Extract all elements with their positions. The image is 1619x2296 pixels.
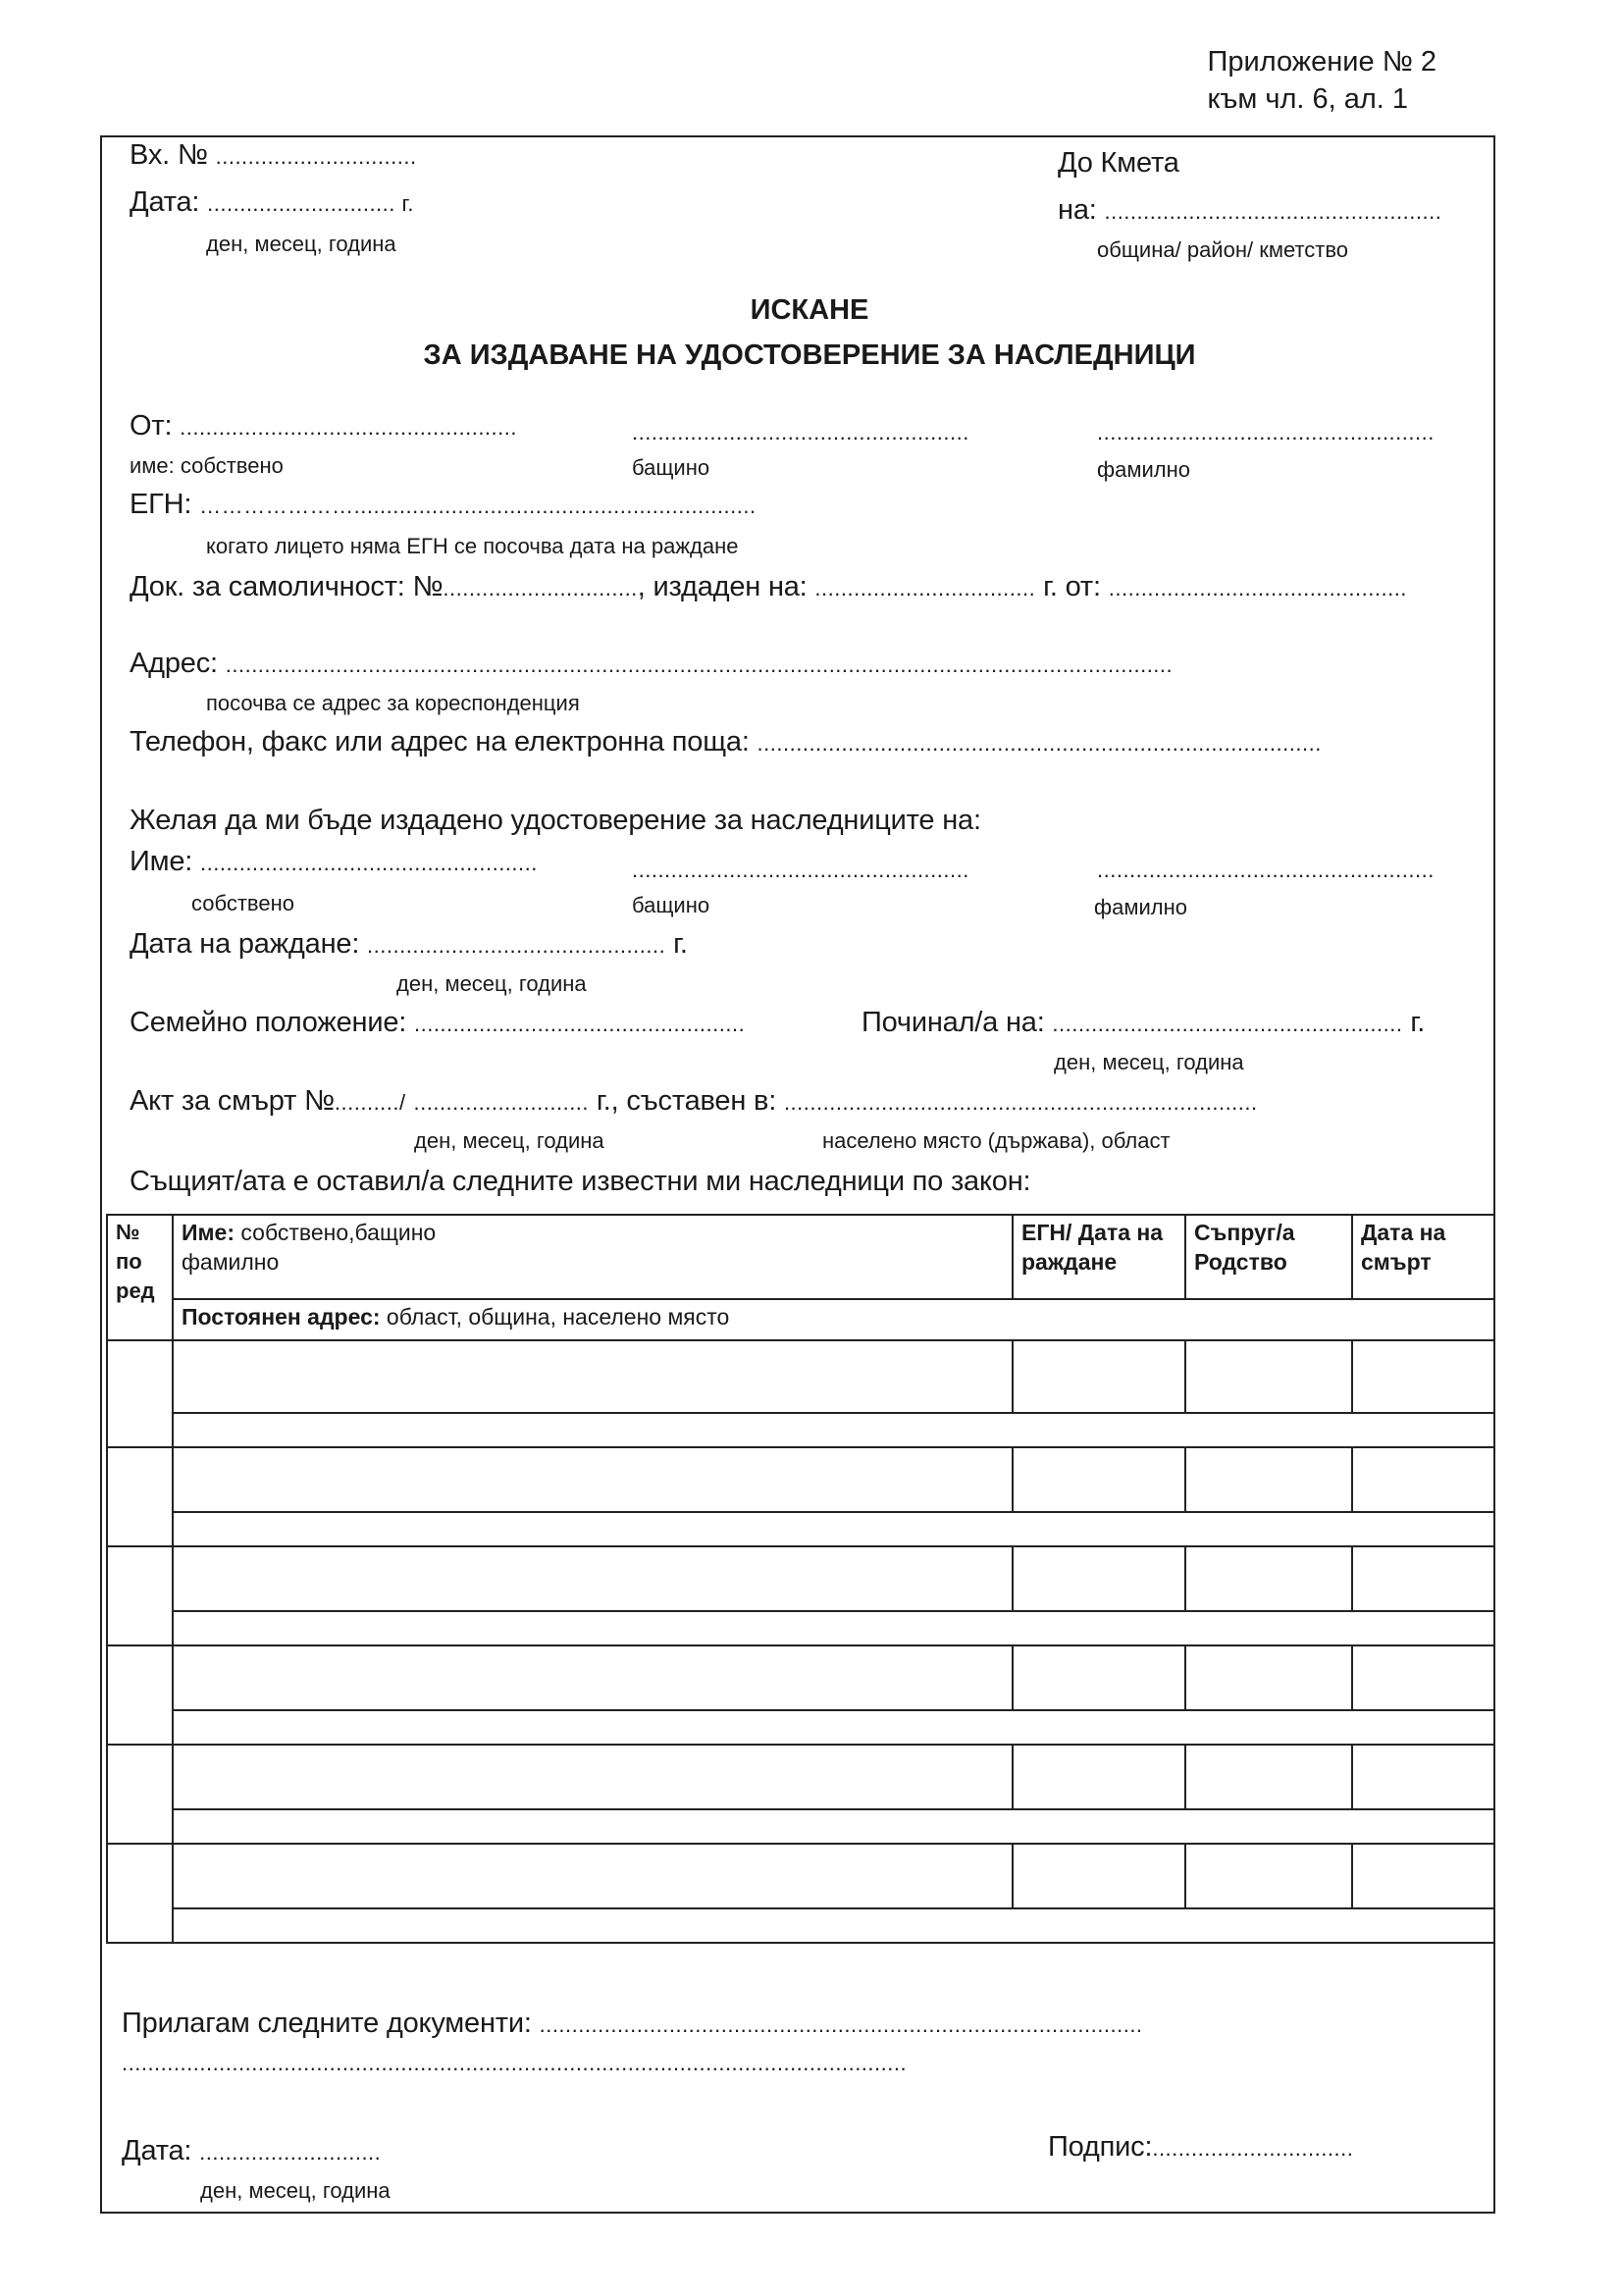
death-act-label: Акт за смърт № xyxy=(130,1085,335,1117)
address-cell[interactable] xyxy=(173,1809,1494,1844)
death-year-suffix: г. xyxy=(1410,1007,1426,1038)
spouse-cell[interactable] xyxy=(1185,1745,1352,1809)
row-number-cell[interactable] xyxy=(107,1745,173,1844)
address-cell[interactable] xyxy=(173,1908,1494,1943)
death-date-dots: ...................................................... xyxy=(1052,1012,1403,1036)
deceased-first-dots: .................................................... xyxy=(200,851,538,875)
egn-cell[interactable] xyxy=(1013,1546,1185,1611)
signature-dots: ............................... xyxy=(1152,2136,1354,2161)
spouse-cell[interactable] xyxy=(1185,1447,1352,1512)
address-label: Адрес: xyxy=(130,648,218,679)
id-document-number-field[interactable]: .............................. xyxy=(443,576,638,600)
col-name-line2: фамилно xyxy=(182,1249,280,1275)
death-date-label: Починал/а на: xyxy=(862,1007,1045,1038)
col-address-bold: Постоянен адрес: xyxy=(182,1304,381,1330)
egn-cell[interactable] xyxy=(1013,1844,1185,1908)
name-cell[interactable] xyxy=(173,1340,1013,1413)
birth-year-suffix: г. xyxy=(673,928,688,960)
address-dots: .................................................................................................................................................. xyxy=(225,652,1174,677)
row-number-cell[interactable] xyxy=(107,1340,173,1447)
deceased-name-label: Име: xyxy=(130,846,193,877)
table-row xyxy=(107,1745,1494,1809)
attachments-label: Прилагам следните документи: xyxy=(122,2008,532,2039)
col-number-line3: ред xyxy=(116,1278,155,1303)
name-cell[interactable] xyxy=(173,1745,1013,1809)
death-act-date-hint: ден, месец, година xyxy=(414,1128,604,1153)
col-egn-header: ЕГН/ Дата на раждане xyxy=(1013,1215,1185,1299)
municipality-dots: .................................................... xyxy=(1104,199,1442,224)
issued-on-field[interactable]: .................................. xyxy=(814,576,1036,600)
municipality-label: на: xyxy=(1058,194,1097,226)
table-header-row xyxy=(107,1215,1494,1299)
deceased-last-hint: фамилно xyxy=(1094,895,1187,919)
from-label: От: xyxy=(130,410,173,442)
id-document-label: Док. за самоличност: № xyxy=(130,571,444,602)
address-cell[interactable] xyxy=(173,1710,1494,1745)
row-number-cell[interactable] xyxy=(107,1447,173,1546)
col-death-header: Дата на смърт xyxy=(1352,1215,1494,1299)
col-name-bold: Име: xyxy=(182,1220,235,1245)
municipality-hint: община/ район/ кметство xyxy=(1097,237,1349,262)
row-number-cell[interactable] xyxy=(107,1546,173,1645)
spouse-cell[interactable] xyxy=(1185,1645,1352,1710)
address-cell[interactable] xyxy=(173,1413,1494,1447)
to-mayor-label: До Кмета xyxy=(1058,147,1179,179)
compiled-place-hint: населено място (държава), област xyxy=(822,1128,1171,1153)
col-name-rest: собствено,бащино xyxy=(235,1220,437,1245)
name-cell[interactable] xyxy=(173,1645,1013,1710)
death-cell[interactable] xyxy=(1352,1645,1494,1710)
applicant-first-name-field[interactable] xyxy=(130,410,517,443)
death-cell[interactable] xyxy=(1352,1844,1494,1908)
incoming-number-dots: ............................... xyxy=(215,144,417,169)
birth-date-dots: .............................................. xyxy=(367,933,666,958)
table-row xyxy=(107,1546,1494,1611)
sign-date-field[interactable] xyxy=(122,2135,381,2167)
address-hint: посочва се адрес за кореспонденция xyxy=(206,691,580,715)
contact-label: Телефон, факс или адрес на електронна поща: xyxy=(130,726,750,757)
table-row xyxy=(107,1645,1494,1710)
applicant-middle-hint: бащино xyxy=(632,455,710,480)
table-row-address xyxy=(107,1413,1494,1447)
egn-cell[interactable] xyxy=(1013,1447,1185,1512)
request-intro: Желая да ми бъде издадено удостоверение за наследниците на: xyxy=(130,805,981,836)
deceased-last-name-field[interactable]: .................................................... xyxy=(1097,858,1435,882)
annex-line-2: към чл. 6, ал. 1 xyxy=(1207,83,1409,115)
birth-date-label: Дата на раждане: xyxy=(130,928,360,960)
name-cell[interactable] xyxy=(173,1447,1013,1512)
death-date-field[interactable] xyxy=(862,1007,1425,1039)
spouse-cell[interactable] xyxy=(1185,1546,1352,1611)
death-cell[interactable] xyxy=(1352,1546,1494,1611)
form-subtitle: ЗА ИЗДАВАНЕ НА УДОСТОВЕРЕНИЕ ЗА НАСЛЕДНИЦИ xyxy=(423,339,1196,371)
marital-status-field[interactable] xyxy=(130,1007,745,1039)
table-row-address xyxy=(107,1809,1494,1844)
marital-status-dots: ................................................... xyxy=(413,1012,746,1036)
issued-on-label: , издаден на: xyxy=(637,571,808,602)
col-address-rest: област, община, населено място xyxy=(380,1304,730,1330)
col-number-line1: № xyxy=(116,1220,140,1244)
sign-date-label: Дата: xyxy=(122,2135,192,2166)
compiled-in-label: г., съставен в: xyxy=(596,1085,777,1117)
date-hint: ден, месец, година xyxy=(206,232,396,256)
signature-label: Подпис: xyxy=(1048,2131,1153,2163)
table-row-address xyxy=(107,1710,1494,1745)
death-act-row xyxy=(130,1085,1258,1118)
issued-by-label: г. от: xyxy=(1043,571,1101,602)
deceased-middle-hint: бащино xyxy=(632,893,710,917)
col-spouse-header: Съпруг/а Родство xyxy=(1185,1215,1352,1299)
table-row-address xyxy=(107,1512,1494,1546)
egn-dots: ………………….............................................................. xyxy=(199,494,757,518)
spouse-cell[interactable] xyxy=(1185,1844,1352,1908)
attachments-line-2[interactable]: ......................................................................................................................... xyxy=(122,2051,908,2075)
applicant-first-hint: име: собствено xyxy=(130,453,284,478)
spouse-cell[interactable] xyxy=(1185,1340,1352,1413)
annex-reference xyxy=(1208,43,1436,118)
col-address-header xyxy=(173,1299,1494,1340)
col-name-header xyxy=(173,1215,1013,1299)
death-act-date-field[interactable]: ........................... xyxy=(413,1090,590,1115)
applicant-first-dots: .................................................... xyxy=(180,415,517,440)
applicant-middle-name-field[interactable]: .................................................... xyxy=(632,420,969,444)
egn-cell[interactable] xyxy=(1013,1645,1185,1710)
id-document-row xyxy=(130,571,1407,603)
address-cell[interactable] xyxy=(173,1611,1494,1645)
egn-field[interactable] xyxy=(130,489,757,521)
contact-field[interactable] xyxy=(130,726,1322,758)
name-cell[interactable] xyxy=(173,1844,1013,1908)
deceased-middle-name-field[interactable]: .................................................... xyxy=(632,858,969,882)
applicant-last-name-field[interactable]: .................................................... xyxy=(1097,420,1435,444)
date-dots: ............................. г. xyxy=(207,191,414,216)
table-row xyxy=(107,1844,1494,1908)
deceased-first-name-field[interactable] xyxy=(130,846,538,878)
incoming-number-label: Вх. № xyxy=(130,139,208,171)
death-cell[interactable] xyxy=(1352,1340,1494,1413)
col-number-line2: по xyxy=(116,1249,142,1274)
annex-line-1: Приложение № 2 xyxy=(1207,46,1436,78)
table-row-address xyxy=(107,1908,1494,1943)
table-address-header-row xyxy=(107,1299,1494,1340)
marital-status-label: Семейно положение: xyxy=(130,1007,407,1038)
deceased-first-hint: собствено xyxy=(191,891,294,915)
attachments-field[interactable] xyxy=(122,2008,1143,2040)
death-cell[interactable] xyxy=(1352,1447,1494,1512)
death-date-hint: ден, месец, година xyxy=(1054,1050,1244,1074)
date-label: Дата: xyxy=(130,186,200,218)
egn-cell[interactable] xyxy=(1013,1745,1185,1809)
death-cell[interactable] xyxy=(1352,1745,1494,1809)
applicant-last-hint: фамилно xyxy=(1097,457,1190,482)
egn-hint: когато лицето няма ЕГН се посочва дата на раждане xyxy=(206,534,739,558)
birth-date-hint: ден, месец, година xyxy=(396,971,587,996)
sign-date-hint: ден, месец, година xyxy=(200,2178,391,2203)
row-number-cell[interactable] xyxy=(107,1844,173,1943)
attachments-dots: ............................................................................................. xyxy=(539,2012,1143,2037)
issued-by-field[interactable]: .............................................. xyxy=(1108,576,1407,600)
birth-date-field[interactable] xyxy=(130,928,688,961)
sign-date-dots: ............................ xyxy=(199,2140,382,2165)
col-number-header xyxy=(107,1215,173,1340)
table-row xyxy=(107,1447,1494,1512)
egn-label: ЕГН: xyxy=(130,489,192,520)
contact-dots: ....................................................................................... xyxy=(757,731,1322,756)
table-row-address xyxy=(107,1611,1494,1645)
date-field[interactable] xyxy=(130,186,414,219)
heirs-intro: Същият/ата е оставил/а следните известни ми наследници по закон: xyxy=(130,1166,1031,1197)
incoming-number-field[interactable] xyxy=(130,139,417,172)
address-cell[interactable] xyxy=(173,1512,1494,1546)
row-number-cell[interactable] xyxy=(107,1645,173,1745)
form-title: ИСКАНЕ xyxy=(750,294,869,326)
name-cell[interactable] xyxy=(173,1546,1013,1611)
address-field[interactable] xyxy=(130,648,1173,680)
compiled-in-field[interactable]: ......................................................................... xyxy=(783,1090,1258,1115)
heirs-table xyxy=(106,1214,1495,1944)
municipality-field[interactable] xyxy=(1058,194,1441,227)
death-act-number-field[interactable]: ........../ xyxy=(334,1090,406,1115)
signature-field[interactable] xyxy=(1048,2131,1353,2164)
egn-cell[interactable] xyxy=(1013,1340,1185,1413)
table-row xyxy=(107,1340,1494,1413)
